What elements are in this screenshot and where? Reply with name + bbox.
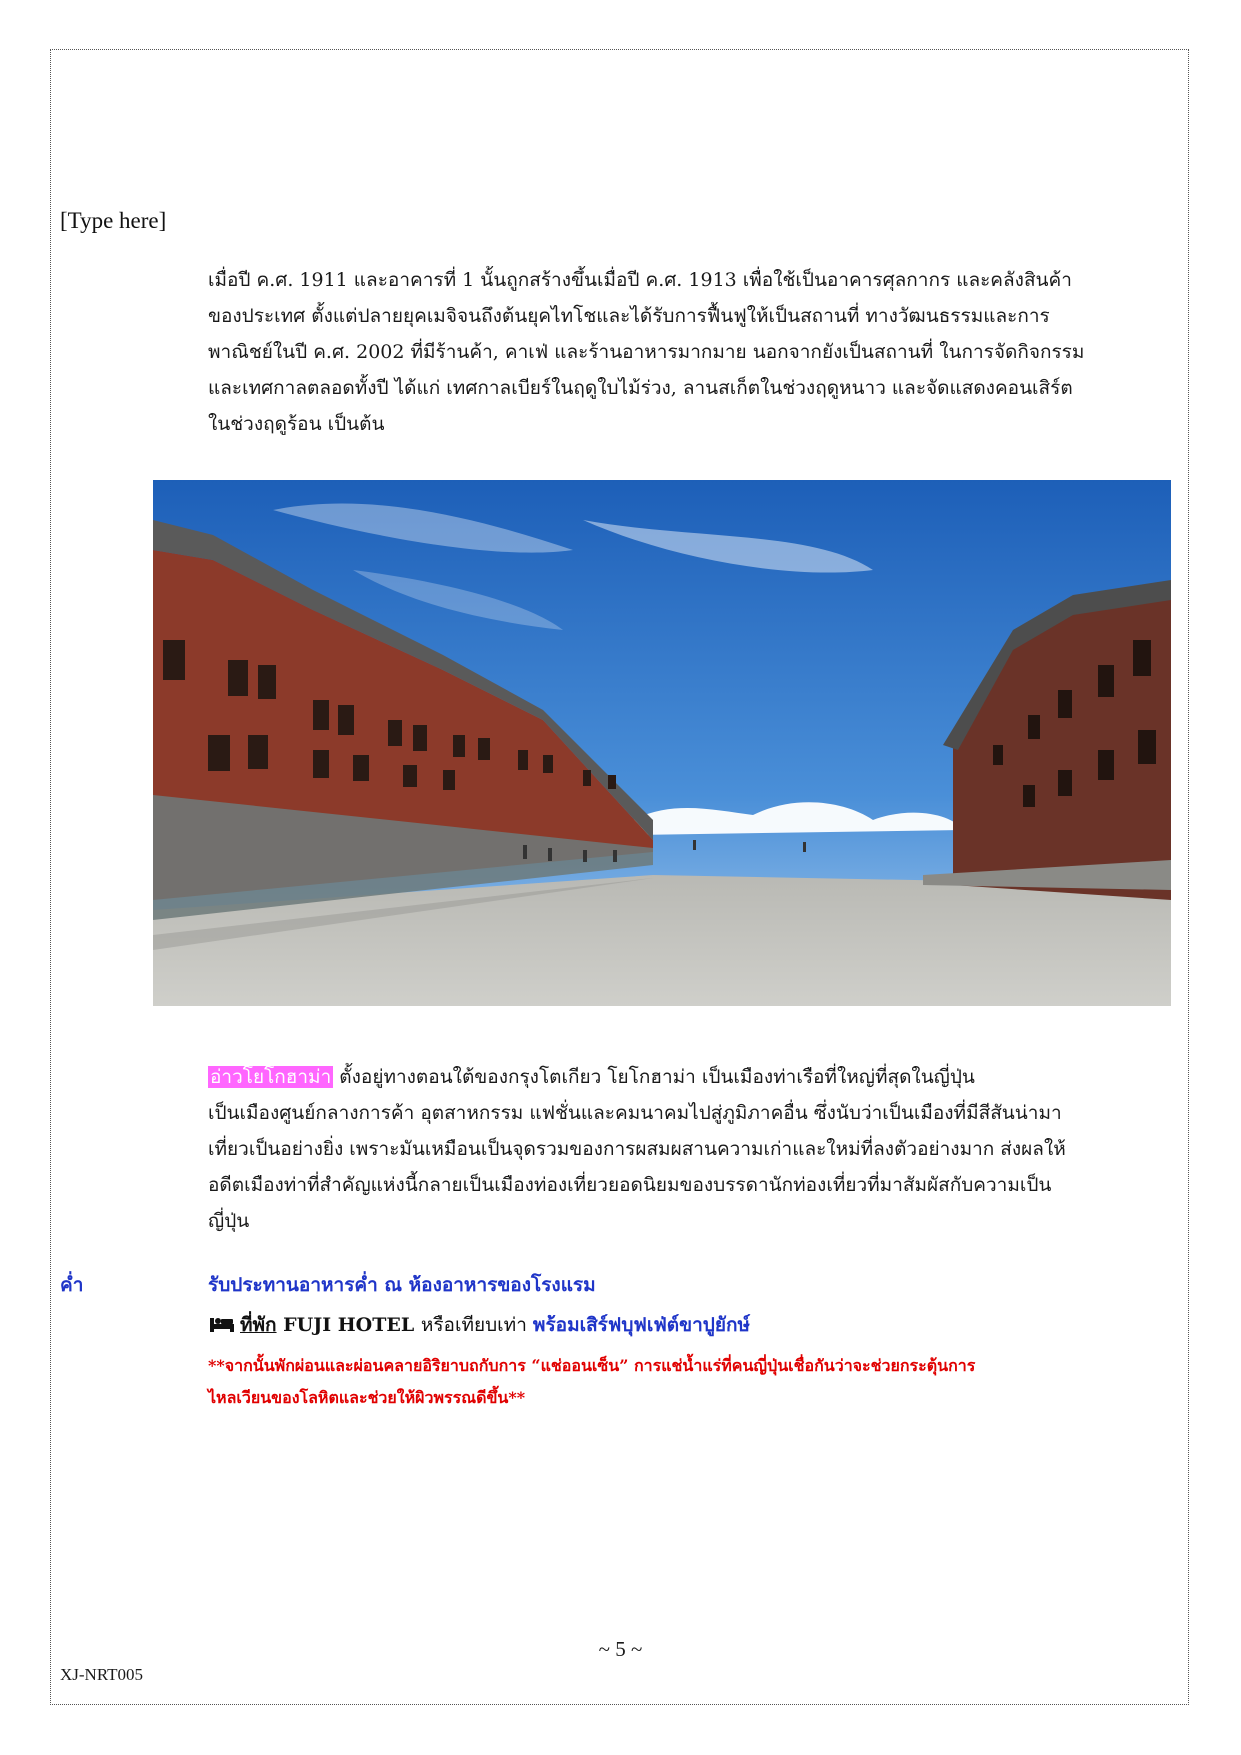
hotel-line	[208, 1310, 750, 1340]
onsen-line: **จากนั้นพักผ่อนและผ่อนคลายอิริยาบถกับการ “แช่ออนเซ็น” การแช่น้ำแร่ที่คนญี่ปุ่นเชื่อกันว่าจะช่วยกระตุ้นการ	[208, 1356, 976, 1375]
intro-line: และเทศกาลตลอดทั้งปี ได้แก่ เทศกาลเบียร์ในฤดูใบไม้ร่วง, ลานสเก็ตในช่วงฤดูหนาว และจัดแสดงคอนเสิร์ต	[208, 377, 1073, 399]
hotel-extra: พร้อมเสิร์ฟบุฟเฟ่ต์ขาปูยักษ์	[532, 1314, 751, 1336]
yokohama-line1-text: ตั้งอยู่ทางตอนใต้ของกรุงโตเกียว โยโกฮาม่า เป็นเมืองท่าเรือที่ใหญ่ที่สุดในญี่ปุ่น	[333, 1066, 975, 1088]
intro-paragraph	[208, 262, 1178, 442]
yokohama-line	[208, 1059, 1180, 1095]
document-code: XJ-NRT005	[60, 1665, 144, 1684]
header-placeholder: [Type here]	[60, 208, 167, 233]
yokohama-line: ญี่ปุ่น	[208, 1210, 250, 1232]
onsen-line: ไหลเวียนของโลหิตและช่วยให้ผิวพรรณดีขึ้น**	[208, 1388, 526, 1407]
page-number: ~ 5 ~	[598, 1637, 643, 1661]
intro-line: ของประเทศ ตั้งแต่ปลายยุคเมจิจนถึงต้นยุคไทโชและได้รับการฟื้นฟูให้เป็นสถานที่ ทางวัฒนธรรมและการ	[208, 305, 1050, 327]
yokohama-line: อดีตเมืองท่าที่สำคัญแห่งนี้กลายเป็นเมืองท่องเที่ยวยอดนิยมของบรรดานักท่องเที่ยวที่มาสัมผัสกับความเป็น	[208, 1174, 1052, 1196]
bed-icon	[208, 1312, 236, 1334]
red-brick-warehouse-photo	[153, 480, 1171, 1006]
meal-label: ค่ำ	[60, 1274, 84, 1296]
intro-line: พาณิชย์ในปี ค.ศ. 2002 ที่มีร้านค้า, คาเฟ่ และร้านอาหารมากมาย นอกจากยังเป็นสถานที่ ในการจัดกิจกรรม	[208, 341, 1085, 363]
onsen-note	[208, 1350, 1168, 1414]
intro-line: เมื่อปี ค.ศ. 1911 และอาคารที่ 1 นั้นถูกสร้างขึ้นเมื่อปี ค.ศ. 1913 เพื่อใช้เป็นอาคารศุลกากร และคลังสินค้า	[208, 269, 1072, 291]
hotel-prefix: ที่พัก	[240, 1314, 277, 1336]
yokohama-line: เป็นเมืองศูนย์กลางการค้า อุตสาหกรรม แฟชั่นและคมนาคมไปสู่ภูมิภาคอื่น ซึ่งนับว่าเป็นเมืองที่มีสีสันน่ามา	[208, 1102, 1062, 1124]
yokohama-paragraph	[208, 1059, 1180, 1239]
yokohama-highlight: อ่าวโยโกฮาม่า	[210, 1066, 332, 1088]
intro-line: ในช่วงฤดูร้อน เป็นต้น	[208, 413, 385, 435]
hotel-name: FUJI HOTEL	[276, 1314, 421, 1336]
dinner-text: รับประทานอาหารค่ำ ณ ห้องอาหารของโรงแรม	[208, 1274, 596, 1296]
yokohama-line: เที่ยวเป็นอย่างยิ่ง เพราะมันเหมือนเป็นจุดรวมของการผสมผสานความเก่าและใหม่ที่ลงตัวอย่างมาก ส่งผลให้	[208, 1138, 1066, 1160]
hotel-equivalent: หรือเทียบเท่า	[420, 1314, 533, 1336]
